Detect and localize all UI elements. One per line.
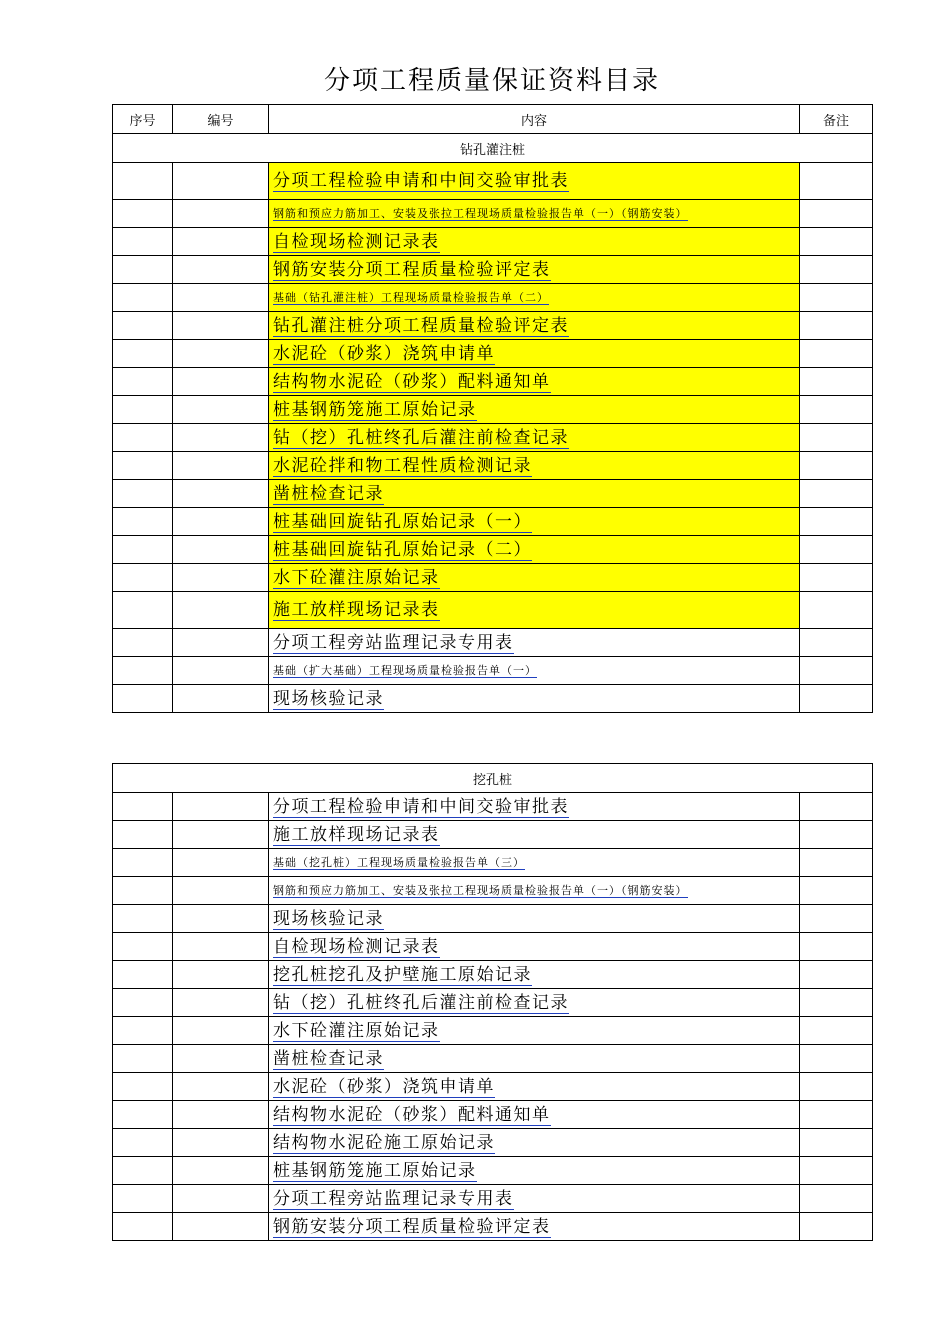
cell-seq [113, 793, 173, 821]
table-row [113, 1213, 873, 1241]
table-row [113, 821, 873, 849]
document-link[interactable]: 施工放样现场记录表 [273, 824, 440, 845]
cell-content [269, 163, 800, 200]
cell-seq [113, 312, 173, 340]
cell-seq [113, 821, 173, 849]
cell-note [800, 228, 873, 256]
cell-num [173, 877, 269, 905]
cell-num [173, 163, 269, 200]
document-link[interactable]: 钢筋和预应力筋加工、安装及张拉工程现场质量检验报告单（一）（钢筋安装） [273, 206, 688, 220]
cell-num [173, 1129, 269, 1157]
cell-content [269, 536, 800, 564]
cell-num [173, 536, 269, 564]
cell-note [800, 989, 873, 1017]
cell-content [269, 228, 800, 256]
cell-num [173, 657, 269, 685]
cell-note [800, 1157, 873, 1185]
cell-seq [113, 905, 173, 933]
table-row [113, 452, 873, 480]
document-link[interactable]: 钢筋安装分项工程质量检验评定表 [273, 259, 551, 280]
cell-note [800, 905, 873, 933]
section-header-row [113, 134, 873, 163]
cell-content [269, 1157, 800, 1185]
cell-num [173, 564, 269, 592]
document-link[interactable]: 钻（挖）孔桩终孔后灌注前检查记录 [273, 992, 569, 1013]
cell-note [800, 793, 873, 821]
cell-note [800, 200, 873, 228]
cell-num [173, 905, 269, 933]
header-content: 内容 [269, 105, 800, 134]
cell-seq [113, 368, 173, 396]
cell-seq [113, 536, 173, 564]
table-row [113, 536, 873, 564]
cell-num [173, 452, 269, 480]
table-header-row [113, 105, 873, 134]
cell-seq [113, 1073, 173, 1101]
table-drilled-pile [112, 104, 873, 713]
cell-num [173, 933, 269, 961]
cell-num [173, 480, 269, 508]
cell-note [800, 1073, 873, 1101]
table-row [113, 480, 873, 508]
cell-content [269, 368, 800, 396]
cell-note [800, 284, 873, 312]
cell-content [269, 793, 800, 821]
table-row [113, 933, 873, 961]
cell-num [173, 1213, 269, 1241]
cell-seq [113, 200, 173, 228]
cell-num [173, 1101, 269, 1129]
cell-num [173, 1073, 269, 1101]
cell-note [800, 564, 873, 592]
cell-seq [113, 1185, 173, 1213]
table-row [113, 657, 873, 685]
document-link[interactable]: 钢筋和预应力筋加工、安装及张拉工程现场质量检验报告单（一）（钢筋安装） [273, 883, 688, 897]
table-row [113, 424, 873, 452]
cell-note [800, 629, 873, 657]
cell-content [269, 821, 800, 849]
table-row [113, 396, 873, 424]
cell-content [269, 1213, 800, 1241]
document-link[interactable]: 结构物水泥砼（砂浆）配料通知单 [273, 1104, 551, 1125]
cell-note [800, 961, 873, 989]
cell-num [173, 849, 269, 877]
cell-note [800, 396, 873, 424]
cell-seq [113, 564, 173, 592]
cell-note [800, 424, 873, 452]
document-link[interactable]: 自检现场检测记录表 [273, 231, 440, 252]
cell-content [269, 849, 800, 877]
cell-note [800, 452, 873, 480]
cell-note [800, 849, 873, 877]
cell-num [173, 629, 269, 657]
header-num: 编号 [173, 105, 269, 134]
cell-note [800, 1045, 873, 1073]
cell-seq [113, 163, 173, 200]
cell-num [173, 821, 269, 849]
table-row [113, 1129, 873, 1157]
cell-num [173, 284, 269, 312]
cell-content [269, 905, 800, 933]
cell-seq [113, 685, 173, 713]
document-link[interactable]: 钢筋安装分项工程质量检验评定表 [273, 1216, 551, 1237]
cell-num [173, 1017, 269, 1045]
cell-num [173, 396, 269, 424]
cell-content [269, 452, 800, 480]
cell-seq [113, 284, 173, 312]
cell-content [269, 685, 800, 713]
cell-seq [113, 592, 173, 629]
document-link[interactable]: 水泥砼拌和物工程性质检测记录 [273, 455, 532, 476]
document-link[interactable]: 分项工程旁站监理记录专用表 [273, 1188, 514, 1209]
document-link[interactable]: 现场核验记录 [273, 908, 384, 929]
cell-seq [113, 1101, 173, 1129]
cell-note [800, 657, 873, 685]
header-note: 备注 [800, 105, 873, 134]
document-link[interactable]: 凿桩检查记录 [273, 1048, 384, 1069]
cell-note [800, 1101, 873, 1129]
cell-content [269, 1185, 800, 1213]
cell-num [173, 340, 269, 368]
cell-seq [113, 961, 173, 989]
cell-seq [113, 989, 173, 1017]
cell-content [269, 877, 800, 905]
cell-seq [113, 396, 173, 424]
document-link[interactable]: 基础（挖孔桩）工程现场质量检验报告单（三） [273, 855, 525, 869]
section-title: 挖孔桩 [113, 764, 873, 793]
cell-note [800, 933, 873, 961]
cell-num [173, 424, 269, 452]
table-row [113, 793, 873, 821]
cell-content [269, 657, 800, 685]
cell-note [800, 312, 873, 340]
cell-content [269, 592, 800, 629]
cell-note [800, 1213, 873, 1241]
document-link[interactable]: 结构物水泥砼施工原始记录 [273, 1132, 495, 1153]
cell-note [800, 536, 873, 564]
cell-seq [113, 657, 173, 685]
cell-content [269, 989, 800, 1017]
cell-content [269, 480, 800, 508]
cell-num [173, 793, 269, 821]
section-header-row [113, 764, 873, 793]
cell-note [800, 821, 873, 849]
cell-content [269, 961, 800, 989]
cell-seq [113, 340, 173, 368]
cell-seq [113, 1129, 173, 1157]
cell-content [269, 312, 800, 340]
table-row [113, 312, 873, 340]
cell-num [173, 368, 269, 396]
cell-content [269, 933, 800, 961]
table-row [113, 1157, 873, 1185]
document-link[interactable]: 钻孔灌注桩分项工程质量检验评定表 [273, 315, 569, 336]
cell-num [173, 989, 269, 1017]
document-link[interactable]: 基础（扩大基础）工程现场质量检验报告单（一） [273, 663, 537, 677]
table-row [113, 368, 873, 396]
cell-note [800, 508, 873, 536]
table-row [113, 1017, 873, 1045]
cell-content [269, 629, 800, 657]
table-row [113, 228, 873, 256]
cell-content [269, 424, 800, 452]
table-row [113, 1073, 873, 1101]
table-row [113, 1185, 873, 1213]
cell-note [800, 368, 873, 396]
document-link[interactable]: 分项工程旁站监理记录专用表 [273, 632, 514, 653]
cell-num [173, 200, 269, 228]
cell-note [800, 592, 873, 629]
table-row [113, 592, 873, 629]
cell-num [173, 508, 269, 536]
document-link[interactable]: 桩基础回旋钻孔原始记录（一） [273, 511, 532, 532]
cell-content [269, 340, 800, 368]
table-row [113, 564, 873, 592]
document-link[interactable]: 施工放样现场记录表 [273, 600, 440, 620]
table-row [113, 284, 873, 312]
document-link[interactable]: 钻（挖）孔桩终孔后灌注前检查记录 [273, 427, 569, 448]
cell-seq [113, 1017, 173, 1045]
cell-seq [113, 480, 173, 508]
table-row [113, 961, 873, 989]
cell-seq [113, 424, 173, 452]
cell-content [269, 1101, 800, 1129]
document-link[interactable]: 分项工程检验申请和中间交验审批表 [273, 796, 569, 817]
cell-seq [113, 629, 173, 657]
cell-content [269, 284, 800, 312]
document-link[interactable]: 桩基钢筋笼施工原始记录 [273, 1160, 477, 1181]
cell-note [800, 1185, 873, 1213]
cell-note [800, 1129, 873, 1157]
document-link[interactable]: 水下砼灌注原始记录 [273, 567, 440, 588]
page-title: 分项工程质量保证资料目录 [323, 66, 660, 96]
document-link[interactable]: 桩基础回旋钻孔原始记录（二） [273, 539, 532, 560]
cell-content [269, 508, 800, 536]
table-row [113, 200, 873, 228]
cell-num [173, 1157, 269, 1185]
cell-content [269, 1045, 800, 1073]
cell-note [800, 685, 873, 713]
cell-num [173, 1185, 269, 1213]
cell-num [173, 256, 269, 284]
cell-seq [113, 256, 173, 284]
document-link[interactable]: 自检现场检测记录表 [273, 936, 440, 957]
document-link[interactable]: 结构物水泥砼（砂浆）配料通知单 [273, 371, 551, 392]
cell-content [269, 1129, 800, 1157]
header-seq: 序号 [113, 105, 173, 134]
cell-num [173, 1045, 269, 1073]
table-row [113, 1045, 873, 1073]
table-dug-pile [112, 763, 873, 1241]
table-row [113, 989, 873, 1017]
table-row [113, 905, 873, 933]
cell-content [269, 256, 800, 284]
cell-num [173, 592, 269, 629]
document-link[interactable]: 桩基钢筋笼施工原始记录 [273, 399, 477, 420]
cell-content [269, 564, 800, 592]
cell-num [173, 685, 269, 713]
table-row [113, 340, 873, 368]
cell-seq [113, 877, 173, 905]
cell-content [269, 1017, 800, 1045]
document-link[interactable]: 水泥砼（砂浆）浇筑申请单 [273, 343, 495, 364]
document-link[interactable]: 水泥砼（砂浆）浇筑申请单 [273, 1076, 495, 1097]
cell-content [269, 200, 800, 228]
table-row [113, 163, 873, 200]
cell-seq [113, 452, 173, 480]
cell-seq [113, 228, 173, 256]
cell-note [800, 256, 873, 284]
table-row [113, 849, 873, 877]
cell-note [800, 877, 873, 905]
cell-note [800, 480, 873, 508]
table-row [113, 508, 873, 536]
cell-content [269, 396, 800, 424]
table-row [113, 685, 873, 713]
cell-note [800, 163, 873, 200]
table-row [113, 629, 873, 657]
cell-num [173, 312, 269, 340]
cell-num [173, 228, 269, 256]
cell-seq [113, 849, 173, 877]
cell-seq [113, 933, 173, 961]
cell-seq [113, 1157, 173, 1185]
table-row [113, 256, 873, 284]
document-link[interactable]: 分项工程检验申请和中间交验审批表 [273, 171, 569, 191]
document-link[interactable]: 水下砼灌注原始记录 [273, 1020, 440, 1041]
cell-seq [113, 1045, 173, 1073]
cell-seq [113, 1213, 173, 1241]
cell-note [800, 1017, 873, 1045]
cell-seq [113, 508, 173, 536]
cell-num [173, 961, 269, 989]
document-link[interactable]: 现场核验记录 [273, 688, 384, 709]
table-row [113, 1101, 873, 1129]
cell-content [269, 1073, 800, 1101]
table-row [113, 877, 873, 905]
document-link[interactable]: 挖孔桩挖孔及护壁施工原始记录 [273, 964, 532, 985]
section-title: 钻孔灌注桩 [113, 134, 873, 163]
document-link[interactable]: 凿桩检查记录 [273, 483, 384, 504]
cell-note [800, 340, 873, 368]
document-link[interactable]: 基础（钻孔灌注桩）工程现场质量检验报告单（二） [273, 290, 549, 304]
